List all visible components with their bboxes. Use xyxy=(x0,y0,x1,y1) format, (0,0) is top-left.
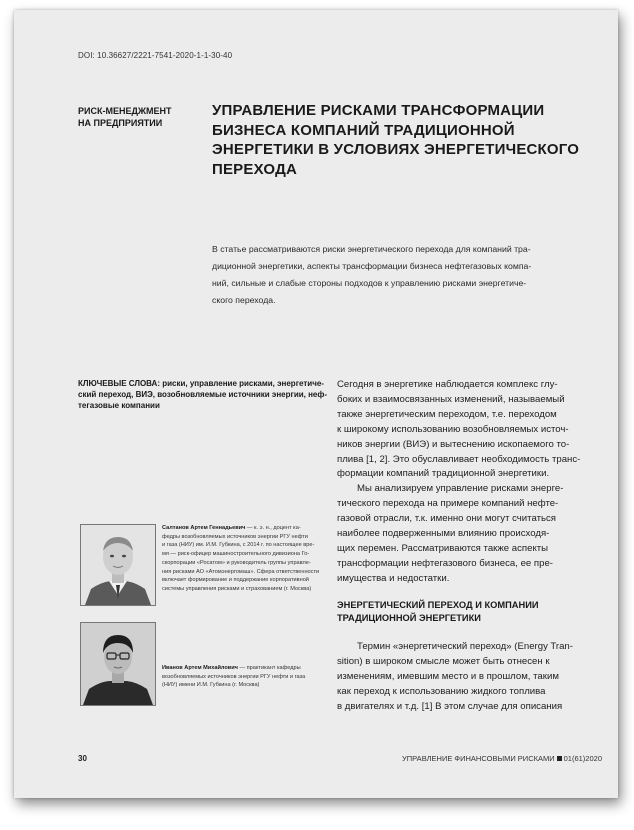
text-line: плива [1, 2]. Это обуславливает необходимость транс- xyxy=(337,453,581,465)
square-bullet-icon xyxy=(557,756,562,761)
paragraph xyxy=(337,640,605,715)
document-page xyxy=(14,10,618,798)
text-line: формации компаний традиционной энергетики. xyxy=(337,468,550,480)
doi: DOI: 10.36627/2221-7541-2020-1-1-30-40 xyxy=(78,51,233,60)
section-heading xyxy=(337,599,605,625)
text-line: как переход к использованию жидкого топлива xyxy=(337,685,546,697)
author-name: Иванов Артем Михайлович xyxy=(162,665,238,671)
abstract-line: ний, сильные и слабые стороны подходов к управлению рисками энергетиче- xyxy=(212,278,527,288)
text-line: имущества и недостатки. xyxy=(337,572,450,584)
heading-line: ТРАДИЦИОННОЙ ЭНЕРГЕТИКИ xyxy=(337,613,481,623)
title-line: БИЗНЕСА КОМПАНИЙ ТРАДИЦИОННОЙ xyxy=(212,121,515,139)
article-title xyxy=(212,101,602,179)
text-line: Термин «энергетический переход» (Energy Tran- xyxy=(357,641,573,652)
bio-line: — к. э. н., доцент ка- xyxy=(245,525,301,531)
title-line: УПРАВЛЕНИЕ РИСКАМИ ТРАНСФОРМАЦИИ xyxy=(212,102,545,119)
author-bio xyxy=(162,524,332,594)
text-line: щих перемен. Рассматриваются также аспекты xyxy=(337,542,549,554)
heading-line: ЭНЕРГЕТИЧЕСКИЙ ПЕРЕХОД И КОМПАНИИ xyxy=(337,600,539,610)
rubric xyxy=(78,105,198,129)
body-text xyxy=(337,378,605,587)
page-number: 30 xyxy=(78,754,87,763)
title-line: ЭНЕРГЕТИКИ В УСЛОВИЯХ ЭНЕРГЕТИЧЕСКОГО xyxy=(212,141,580,158)
rubric-line: НА ПРЕДПРИЯТИИ xyxy=(78,118,163,128)
bio-line: и газа (НИУ) им. И.М. Губкина, с 2014 г. по настоящее вре- xyxy=(162,542,315,549)
keywords-line: тегазовые компании xyxy=(78,401,160,410)
title-line: ПЕРЕХОДА xyxy=(212,160,298,178)
text-line: тического перехода на примере компаний нефте- xyxy=(337,498,559,510)
author-photo xyxy=(80,524,156,606)
bio-line: включает формирование и поддержание корпоративной xyxy=(162,577,309,584)
text-line: также энергетическим переходом, т.е. переходом xyxy=(337,408,557,420)
paragraph xyxy=(337,482,605,586)
bio-line: мя — риск-офицер машиностроительного дивизиона Го- xyxy=(162,551,310,558)
author-bio xyxy=(162,664,332,690)
bio-line: скорпорации «Росатом» и руководитель группы управле- xyxy=(162,559,311,566)
text-line: газовой отрасли, т.к. именно они могут считаться xyxy=(337,513,556,525)
keywords-line: ский переход, ВИЭ, возобновляемые источники энергии, неф- xyxy=(78,390,328,399)
abstract-line: диционной энергетики, аспекты трансформации бизнеса нефтегазовых компа- xyxy=(212,261,532,271)
abstract-line: ского перехода. xyxy=(212,295,276,305)
author-name: Салтанов Артем Геннадьевич xyxy=(162,525,246,531)
journal-name: УПРАВЛЕНИЕ ФИНАНСОВЫМИ РИСКАМИ xyxy=(402,754,555,763)
body-text xyxy=(337,640,605,715)
bio-line: системы управления рисками и страхованием (г. Москва) xyxy=(162,585,312,592)
text-line: к широкому использованию возобновляемых источ- xyxy=(337,423,569,435)
author-portrait-icon xyxy=(81,525,155,605)
text-line: трансформации нефтегазового бизнеса, ее пре- xyxy=(337,557,553,569)
paragraph xyxy=(337,378,605,482)
text-line: боких и взаимосвязанных изменений, называемый xyxy=(337,393,565,405)
abstract-line: В статье рассматриваются риски энергетического перехода для компаний тра- xyxy=(212,244,531,254)
author-photo xyxy=(80,622,156,706)
text-line: наиболее подверженными влиянию происходя- xyxy=(337,528,550,540)
text-line: Мы анализируем управление рисками энерге- xyxy=(357,483,564,495)
text-line: Сегодня в энергетике наблюдается комплекс глу- xyxy=(337,379,558,390)
running-footer xyxy=(402,754,602,763)
bio-line: ния рисками АО «Атомэнергомаш». Сфера ответственности xyxy=(162,568,320,575)
abstract xyxy=(212,241,594,309)
text-line: ников энергии (ВИЭ) и вытеснению ископаемого то- xyxy=(337,438,570,450)
text-line: sition) в широком смысле может быть отнесен к xyxy=(337,655,550,667)
text-line: в двигателях и т.д. [1] В этом случае для описания xyxy=(337,700,563,712)
issue-number: 01(61)2020 xyxy=(563,754,602,763)
bio-line: (НИУ) имени И.М. Губкина (г. Москва) xyxy=(162,682,260,689)
rubric-line: РИСК-МЕНЕДЖМЕНТ xyxy=(78,106,172,116)
bio-line: — практикант кафедры xyxy=(237,665,301,671)
author-portrait-icon xyxy=(81,623,155,705)
keywords xyxy=(78,378,328,411)
bio-line: возобновляемых источников энергии РГУ нефти и газа xyxy=(162,673,306,680)
keywords-line: КЛЮЧЕВЫЕ СЛОВА: риски, управление рисками, энергетиче- xyxy=(78,379,324,388)
text-line: изменениям, имевшим место и в прошлом, таким xyxy=(337,670,559,682)
bio-line: федры возобновляемых источников энергии РГУ нефти xyxy=(162,533,308,540)
